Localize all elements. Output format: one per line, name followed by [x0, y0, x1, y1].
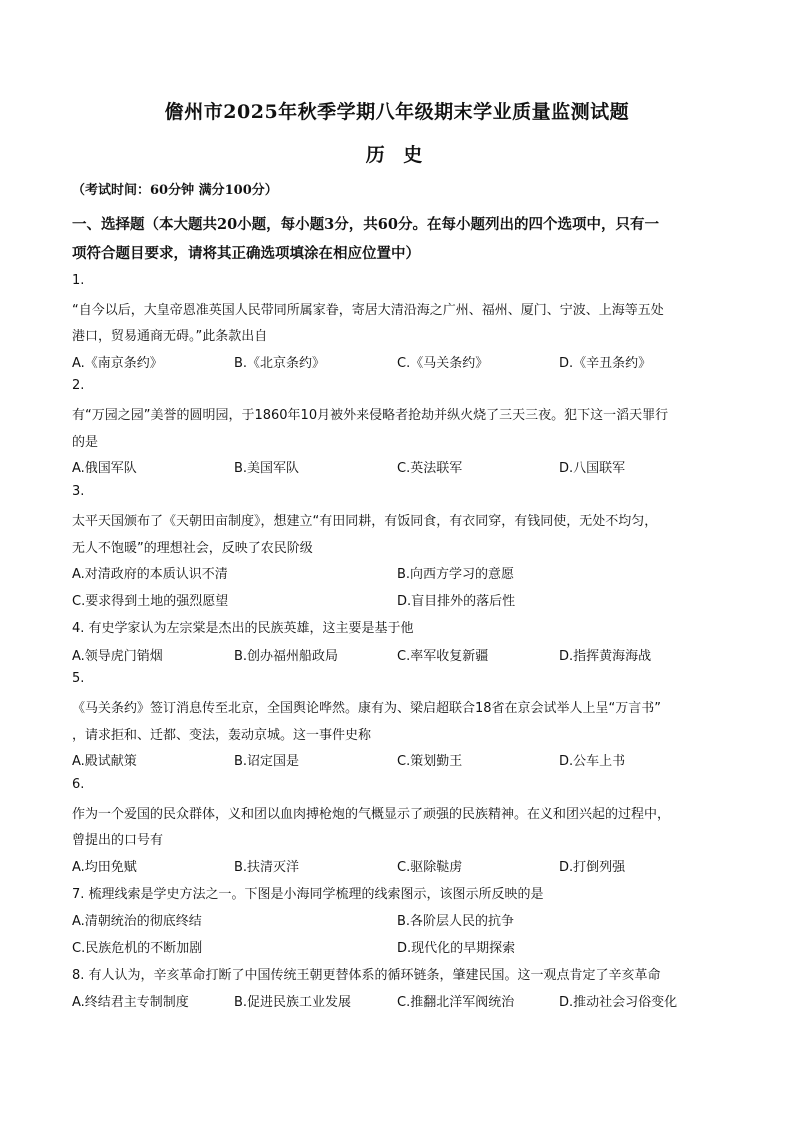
- question-6-stem-line-2: 曾提出的口号有: [72, 833, 164, 848]
- question-7-stem: 7. 梳理线索是学史方法之一。下图是小海同学梳理的线索图示，该图示所反映的是: [72, 887, 544, 902]
- question-4-stem: 4. 有史学家认为左宗棠是杰出的民族英雄，这主要是基于他: [72, 621, 414, 636]
- question-1-option-c: C.《马关条约》: [397, 356, 489, 371]
- question-2-option-a: A.俄国军队: [72, 461, 137, 476]
- question-7-options-row-2: [72, 937, 732, 955]
- question-2-stem-line-2: 的是: [72, 435, 99, 450]
- question-7-options-row-1: [72, 910, 732, 928]
- question-2-stem-line-1: 有“万园之园”美誉的圆明园，于1860年10月被外来侵略者抢劫并纵火烧了三天三夜。犯下这一滔天罪行: [72, 408, 669, 423]
- question-6-option-a: A.均田免赋: [72, 860, 137, 875]
- question-2-option-d: D.八国联军: [559, 461, 626, 476]
- question-8-stem: 8. 有人认为，辛亥革命打断了中国传统王朝更替体系的循环链条，肇建民国。这一观点肯定了辛亥革命: [72, 968, 661, 983]
- question-5-number: 5.: [72, 671, 85, 686]
- question-3-option-c: C.要求得到土地的强烈愿望: [72, 594, 229, 609]
- question-4-option-c: C.率军收复新疆: [397, 649, 489, 664]
- question-6-option-c: C.驱除鞑虏: [397, 860, 463, 875]
- question-7-option-d: D.现代化的早期探索: [397, 941, 516, 956]
- question-4-option-d: D.指挥黄海海战: [559, 649, 652, 664]
- question-3-stem-line-1: 太平天国颁布了《天朝田亩制度》，想建立“有田同耕，有饭同食，有衣同穿，有钱同使，无处不均匀，: [72, 514, 658, 529]
- question-3-options-row-1: [72, 563, 732, 581]
- question-8-options: [72, 991, 732, 1009]
- question-2-options: [72, 457, 732, 475]
- question-1-number: 1.: [72, 273, 85, 288]
- question-3-option-b: B.向西方学习的意愿: [397, 567, 515, 582]
- question-5-option-b: B.诏定国是: [234, 754, 300, 769]
- exam-info: （考试时间：60分钟 满分100分）: [72, 183, 278, 198]
- question-3-number: 3.: [72, 484, 85, 499]
- question-1-option-a: A.《南京条约》: [72, 356, 163, 371]
- question-4-option-b: B.创办福州船政局: [234, 649, 339, 664]
- question-5-option-d: D.公车上书: [559, 754, 626, 769]
- question-6-option-b: B.扶清灭洋: [234, 860, 300, 875]
- question-1-option-d: D.《辛丑条约》: [559, 356, 652, 371]
- question-3-options-row-2: [72, 590, 732, 608]
- question-7-option-c: C.民族危机的不断加剧: [72, 941, 203, 956]
- question-2-option-b: B.美国军队: [234, 461, 300, 476]
- subject-title: 历 史: [365, 144, 429, 166]
- question-6-stem-line-1: 作为一个爱国的民众群体，义和团以血肉搏枪炮的气概显示了顽强的民族精神。在义和团兴起的过程中，: [72, 807, 671, 822]
- question-8-option-a: A.终结君主专制制度: [72, 995, 189, 1010]
- question-2-number: 2.: [72, 378, 85, 393]
- question-3-option-d: D.盲目排外的落后性: [397, 594, 516, 609]
- question-6-options: [72, 856, 732, 874]
- question-8-option-d: D.推动社会习俗变化: [559, 995, 678, 1010]
- question-3-option-a: A.对清政府的本质认识不清: [72, 567, 228, 582]
- question-5-stem-line-2: ，请求拒和、迁都、变法，轰动京城。这一事件史称: [72, 728, 372, 743]
- question-3-stem-line-2: 无人不饱暖”的理想社会，反映了农民阶级: [72, 541, 313, 556]
- question-7-option-a: A.清朝统治的彻底终结: [72, 914, 202, 929]
- question-5-option-a: A.殿试献策: [72, 754, 137, 769]
- question-2-option-c: C.英法联军: [397, 461, 463, 476]
- question-6-number: 6.: [72, 777, 85, 792]
- exam-title: 儋州市2025年秋季学期八年级期末学业质量监测试题: [164, 101, 630, 123]
- question-8-option-b: B.促进民族工业发展: [234, 995, 352, 1010]
- question-7-option-b: B.各阶层人民的抗争: [397, 914, 515, 929]
- question-8-option-c: C.推翻北洋军阀统治: [397, 995, 515, 1010]
- question-1-option-b: B.《北京条约》: [234, 356, 326, 371]
- section-heading-line-2: 项符合题目要求，请将其正确选项填涂在相应位置中）: [72, 245, 420, 262]
- question-1-stem-line-1: “自今以后，大皇帝恩准英国人民带同所属家眷，寄居大清沿海之广州、福州、厦门、宁波、上海等五处: [72, 303, 664, 318]
- section-heading: [72, 210, 720, 268]
- question-4-option-a: A.领导虎门销烟: [72, 649, 163, 664]
- question-1-options: [72, 352, 732, 370]
- section-heading-line-1: 一、选择题（本大题共20小题，每小题3分，共60分。在每小题列出的四个选项中，只有一: [72, 216, 659, 233]
- question-4-options: [72, 645, 732, 663]
- question-1-stem-line-2: 港口，贸易通商无碍。”此条款出自: [72, 329, 268, 344]
- question-5-option-c: C.策划勤王: [397, 754, 463, 769]
- question-5-options: [72, 750, 732, 768]
- question-5-stem-line-1: 《马关条约》签订消息传至北京，全国舆论哗然。康有为、梁启超联合18省在京会试举人上呈“万言书”: [72, 701, 662, 716]
- question-6-option-d: D.打倒列强: [559, 860, 626, 875]
